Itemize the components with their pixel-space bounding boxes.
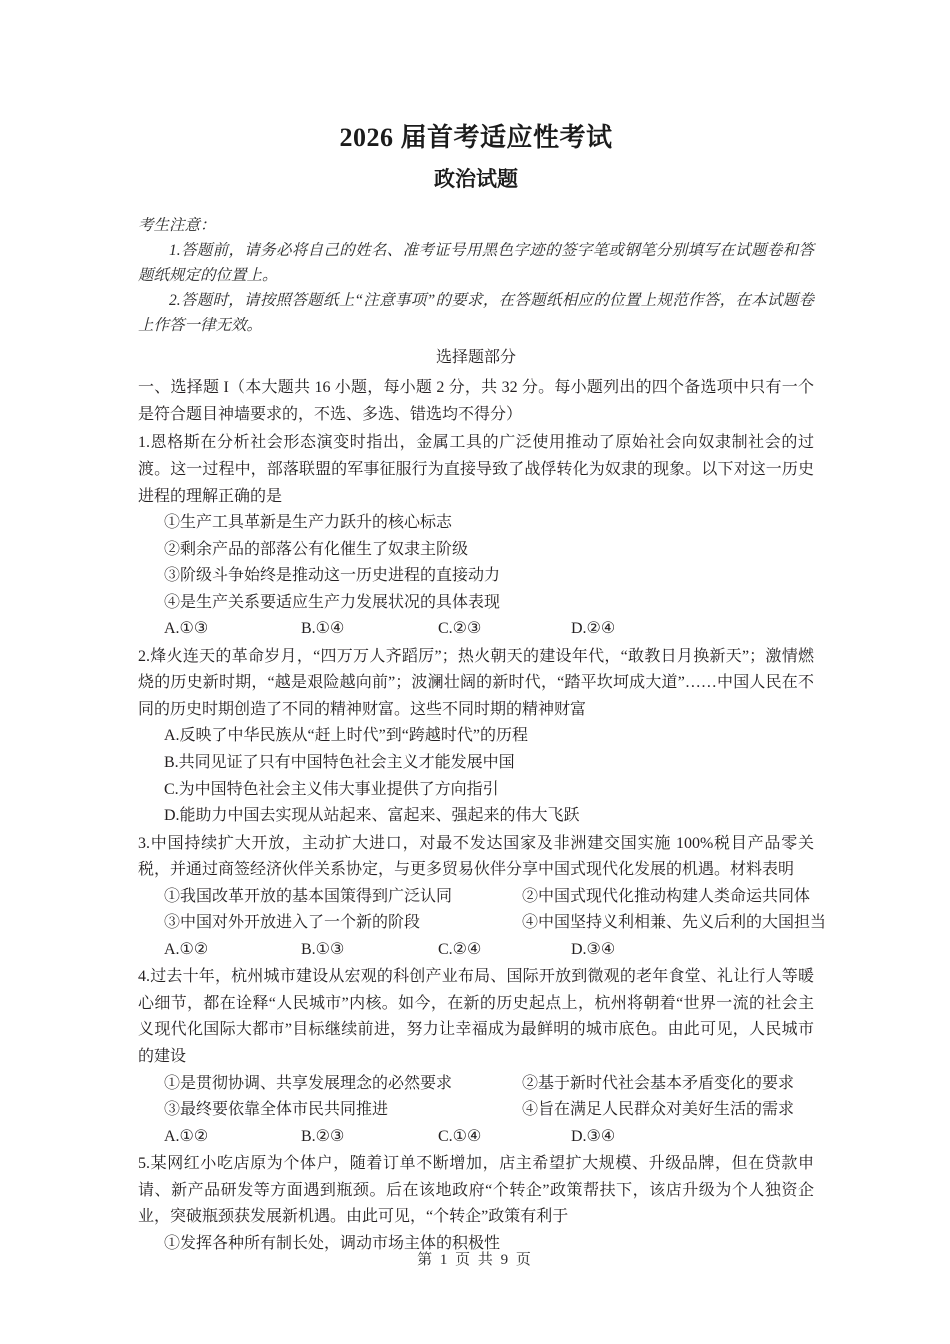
question-option[interactable]: ①是贯彻协调、共享发展理念的必然要求 xyxy=(164,1074,453,1092)
choice-a[interactable]: A.①② xyxy=(164,1127,209,1145)
question-options xyxy=(138,1071,814,1124)
page-footer: 第 1 页 共 9 页 xyxy=(417,1252,533,1268)
question-option[interactable]: ④中国坚持义利相兼、先义后利的大国担当 xyxy=(522,914,827,932)
question-stem: 5.某网红小吃店原为个体户，随着订单不断增加，店主希望扩大规模、升级品牌，但在贷款申请、新产品研发等方面遇到瓶颈。后在该地政府“个转企”政策帮扶下，该店升级为个人独资企业，突破瓶颈获发展新机遇。由此可见，“个转企”政策有利于 xyxy=(138,1155,814,1226)
question-5 xyxy=(138,1151,814,1257)
page-content xyxy=(138,118,827,1258)
choice-d[interactable]: D.能助力中国去实现从站起来、富起来、强起来的伟大飞跃 xyxy=(164,807,580,825)
choice-d[interactable]: D.③④ xyxy=(571,940,616,958)
question-option[interactable]: ④旨在满足人民群众对美好生活的需求 xyxy=(522,1101,795,1119)
question-choices xyxy=(138,616,814,643)
question-stem: 3.中国持续扩大开放，主动扩大进口，对最不发达国家及非洲建交国实施 100%税目产品零关税，并通过商签经济伙伴关系协定，与更多贸易伙伴分享中国式现代化发展的机遇。材料表明 xyxy=(138,834,814,879)
choice-b[interactable]: B.①③ xyxy=(301,940,345,958)
question-choices xyxy=(138,937,814,964)
notice-item-1: 1.答题前，请务必将自己的姓名、准考证号用黑色字迹的签字笔或钢笔分别填写在试题卷和答题纸规定的位置上。 xyxy=(138,241,814,284)
choice-a[interactable]: A.①② xyxy=(164,940,209,958)
part-instructions: 一、选择题 I（本大题共 16 小题，每小题 2 分，共 32 分。每小题列出的四个备选项中只有一个是符合题目神墙要求的，不选、多选、错选均不得分） xyxy=(138,379,814,423)
question-option[interactable]: ①生产工具革新是生产力跃升的核心标志 xyxy=(164,514,453,532)
choice-c[interactable]: C.②③ xyxy=(438,620,482,638)
question-option[interactable]: ③阶级斗争始终是推动这一历史进程的直接动力 xyxy=(164,567,501,585)
choice-c[interactable]: C.①④ xyxy=(438,1127,482,1145)
choice-b[interactable]: B.共同见证了只有中国特色社会主义才能发展中国 xyxy=(164,753,515,771)
question-choices xyxy=(138,1124,814,1151)
choice-c[interactable]: C.为中国特色社会主义伟大事业提供了方向指引 xyxy=(164,780,499,798)
page-title: 2026 届首考适应性考试 xyxy=(339,123,613,152)
question-option[interactable]: ①发挥各种所有制长处，调动市场主体的积极性 xyxy=(164,1234,501,1252)
choice-b[interactable]: B.②③ xyxy=(301,1127,345,1145)
choice-d[interactable]: D.③④ xyxy=(571,1127,616,1145)
question-2 xyxy=(138,644,814,830)
question-option[interactable]: ②基于新时代社会基本矛盾变化的要求 xyxy=(522,1074,795,1092)
section-title: 选择题部分 xyxy=(435,349,516,367)
question-stem: 4.过去十年，杭州城市建设从宏观的科创产业布局、国际开放到微观的老年食堂、礼让行人等暖心细节，都在诠释“人民城市”内核。如今，在新的历史起点上，杭州将朝着“世界一流的社会主义现代化国际大都市”目标继续前进，努力让幸福成为最鲜明的城市底色。由此可见，人民城市的建设 xyxy=(138,968,814,1065)
page-subtitle: 政治试题 xyxy=(434,167,518,191)
question-option[interactable]: ③最终要依靠全体市民共同推进 xyxy=(164,1101,389,1119)
candidate-notice xyxy=(138,213,814,339)
choice-d[interactable]: D.②④ xyxy=(571,620,616,638)
question-option[interactable]: ②中国式现代化推动构建人类命运共同体 xyxy=(522,887,811,905)
question-1 xyxy=(138,430,814,642)
choice-a[interactable]: A.反映了中华民族从“赶上时代”到“跨越时代”的历程 xyxy=(164,727,528,745)
question-3 xyxy=(138,831,827,964)
question-stem: 1.恩格斯在分析社会形态演变时指出，金属工具的广泛使用推动了原始社会向奴隶制社会的过渡。这一过程中，部落联盟的军事征服行为直接导致了战俘转化为奴隶的现象。以下对这一历史进程的理解正确的是 xyxy=(138,434,814,505)
notice-heading: 考生注意： xyxy=(138,216,216,234)
question-options xyxy=(138,884,827,937)
choice-a[interactable]: A.①③ xyxy=(164,620,209,638)
question-option[interactable]: ①我国改革开放的基本国策得到广泛认同 xyxy=(164,887,453,905)
notice-item-2: 2.答题时，请按照答题纸上“注意事项”的要求，在答题纸相应的位置上规范作答，在本试题卷上作答一律无效。 xyxy=(138,291,814,335)
question-option[interactable]: ③中国对外开放进入了一个新的阶段 xyxy=(164,914,421,932)
choice-b[interactable]: B.①④ xyxy=(301,620,345,638)
question-option[interactable]: ④是生产关系要适应生产力发展状况的具体表现 xyxy=(164,593,501,611)
question-stem: 2.烽火连天的革命岁月，“四万万人齐蹈厉”；热火朝天的建设年代，“敢教日月换新天”；激情燃烧的历史新时期，“越是艰险越向前”；波澜壮阔的新时代，“踏平坎坷成大道”……中国人民在不同的历史时期创造了不同的精神财富。这些不同时期的精神财富 xyxy=(138,647,814,718)
choice-c[interactable]: C.②④ xyxy=(438,940,482,958)
question-option[interactable]: ②剩余产品的部落公有化催生了奴隶主阶级 xyxy=(164,540,469,558)
question-4 xyxy=(138,964,814,1150)
